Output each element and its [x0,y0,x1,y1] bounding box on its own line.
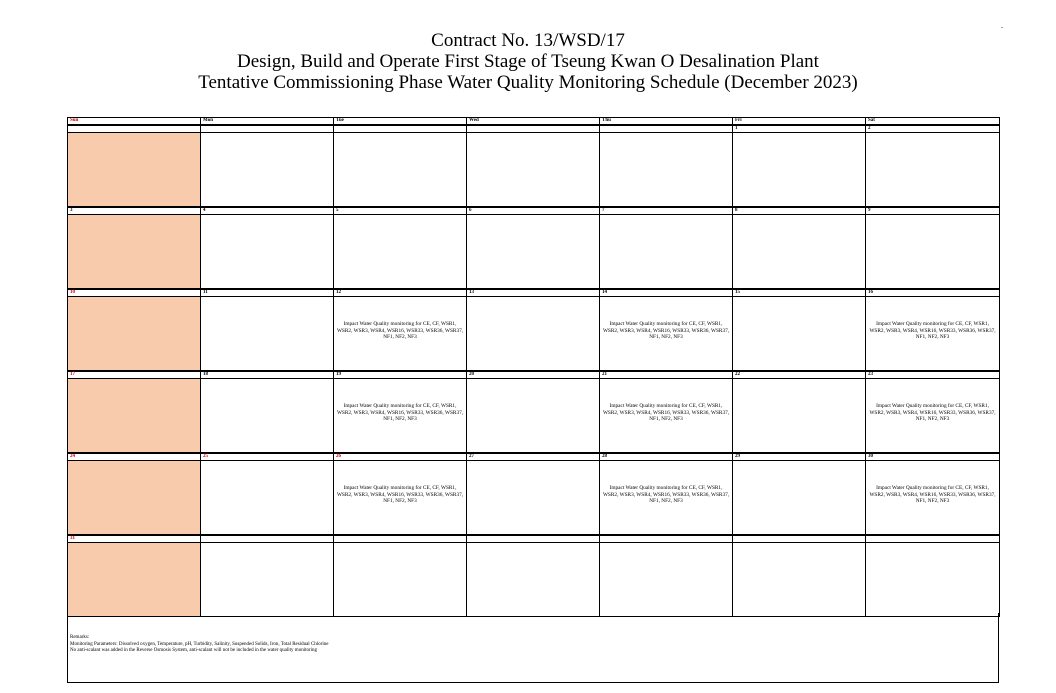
date-cell: 21 [600,371,733,379]
date-cell: 3 [68,207,201,215]
remarks-anti-scalant-note: No anti-scalant was added in the Reverse Osmosis System, anti-scalant will not be included in the water quality monitoring [70,648,318,653]
day-cell [201,461,334,536]
day-cell-sunday [68,133,201,208]
date-cell [201,535,334,543]
week-4-body-row [68,379,1000,454]
date-cell: 8 [733,207,866,215]
day-cell [467,133,600,208]
day-cell [334,215,467,290]
day-cell [201,543,334,617]
date-cell: 27 [467,453,600,461]
day-cell [733,543,866,617]
date-cell: 4 [201,207,334,215]
date-cell: 9 [866,207,1000,215]
day-cell-sunday [68,215,201,290]
day-cell [201,215,334,290]
day-cell [467,461,600,536]
title-project-name: Design, Build and Operate First Stage of Tseung Kwan O Desalination Plant [237,51,819,72]
remarks-heading: Remarks: [70,635,90,640]
day-cell [600,461,733,536]
date-cell: 16 [866,289,1000,297]
day-cell [467,379,600,454]
day-cell [866,461,1000,536]
week-4-date-row [68,371,1000,379]
day-cell [733,461,866,536]
day-cell [866,543,1000,617]
date-cell: 29 [733,453,866,461]
date-cell [334,535,467,543]
day-cell [600,379,733,454]
weekday-header-sat: Sat [866,118,1000,126]
monitoring-entry: Impact Water Quality monitoring for CE, CF, WSR1, WSR2, WSR3, WSR4, WSR16, WSR33, WSR36, WSR37, NF1, NF2, NF3 [602,485,730,504]
date-cell: 14 [600,289,733,297]
day-cell [866,379,1000,454]
monitoring-entry: Impact Water Quality monitoring for CE, CF, WSR1, WSR2, WSR3, WSR4, WSR16, WSR33, WSR36, WSR37, NF1, NF2, NF3 [869,403,996,422]
date-cell: 11 [201,289,334,297]
day-cell-sunday [68,543,201,617]
day-cell [600,297,733,372]
week-1-body-row [68,133,1000,208]
day-cell-sunday [68,379,201,454]
day-cell [201,297,334,372]
day-cell [467,543,600,617]
monitoring-entry: Impact Water Quality monitoring for CE, CF, WSR1, WSR2, WSR3, WSR4, WSR16, WSR33, WSR36, WSR37, NF1, NF2, NF3 [869,485,996,504]
monitoring-entry: Impact Water Quality monitoring for CE, CF, WSR1, WSR2, WSR3, WSR4, WSR16, WSR33, WSR36, WSR37, NF1, NF2, NF3 [602,321,730,340]
monitoring-entry: Impact Water Quality monitoring for CE, CF, WSR1, WSR2, WSR3, WSR4, WSR16, WSR33, WSR36, WSR37, NF1, NF2, NF3 [336,485,464,504]
remarks-box [67,613,999,683]
day-cell [334,379,467,454]
monitoring-entry: Impact Water Quality monitoring for CE, CF, WSR1, WSR2, WSR3, WSR4, WSR16, WSR33, WSR36, WSR37, NF1, NF2, NF3 [336,321,464,340]
date-cell [201,125,334,133]
document-title [0,30,1056,93]
week-3-body-row [68,297,1000,372]
date-cell: 31 [68,535,201,543]
day-cell [600,543,733,617]
day-cell [334,461,467,536]
date-cell: 28 [600,453,733,461]
day-cell [201,379,334,454]
day-cell [334,133,467,208]
day-cell [334,297,467,372]
week-2-date-row [68,207,1000,215]
day-cell [600,215,733,290]
weekday-header-mon: Mon [201,118,334,126]
day-cell [334,543,467,617]
week-5-body-row [68,461,1000,536]
date-cell: 12 [334,289,467,297]
date-cell: 2 [866,125,1000,133]
date-cell [600,535,733,543]
week-2-body-row [68,215,1000,290]
date-cell: 15 [733,289,866,297]
date-cell: 24 [68,453,201,461]
date-cell: 13 [467,289,600,297]
day-cell [467,297,600,372]
weekday-header-sun: Sun [68,118,201,126]
date-cell: 19 [334,371,467,379]
title-contract-number: Contract No. 13/WSD/17 [431,30,625,51]
date-cell: 17 [68,371,201,379]
date-cell: 22 [733,371,866,379]
weekday-header-fri: Fri [733,118,866,126]
date-cell: 18 [201,371,334,379]
date-cell [467,535,600,543]
date-cell [467,125,600,133]
day-cell [733,133,866,208]
day-cell-sunday [68,297,201,372]
monitoring-calendar [67,117,1000,617]
date-cell: 6 [467,207,600,215]
weekday-header-wed: Wed [467,118,600,126]
title-schedule-name: Tentative Commissioning Phase Water Quality Monitoring Schedule (December 2023) [198,72,858,93]
week-1-date-row [68,125,1000,133]
page-corner-mark: . [1001,21,1003,30]
date-cell: 5 [334,207,467,215]
day-cell-sunday [68,461,201,536]
date-cell [600,125,733,133]
date-cell: 30 [866,453,1000,461]
monitoring-entry: Impact Water Quality monitoring for CE, CF, WSR1, WSR2, WSR3, WSR4, WSR16, WSR33, WSR36, WSR37, NF1, NF2, NF3 [869,321,996,340]
day-cell [201,133,334,208]
date-cell-holiday: 26 [334,453,467,461]
day-cell [733,297,866,372]
weekday-header-tue: Tue [334,118,467,126]
remarks-text [70,635,328,655]
date-cell [68,125,201,133]
date-cell: 1 [733,125,866,133]
day-cell [866,133,1000,208]
week-6-date-row [68,535,1000,543]
week-6-body-row [68,543,1000,617]
date-cell: 23 [866,371,1000,379]
day-cell [600,133,733,208]
week-3-date-row [68,289,1000,297]
date-cell: 10 [68,289,201,297]
remarks-monitoring-parameters: Monitoring Parameters: Dissolved oxygen, Temperature, pH, Turbidity, Salinity, Suspended Solids, Iron, Total Residual Chlorine [70,641,329,647]
monitoring-entry: Impact Water Quality monitoring for CE, CF, WSR1, WSR2, WSR3, WSR4, WSR16, WSR33, WSR36, WSR37, NF1, NF2, NF3 [336,403,464,422]
date-cell [334,125,467,133]
day-cell [467,215,600,290]
day-cell [866,215,1000,290]
day-cell [866,297,1000,372]
date-cell: 20 [467,371,600,379]
date-cell [733,535,866,543]
weekday-header-thu: Thu [600,118,733,126]
day-cell [733,215,866,290]
date-cell: 7 [600,207,733,215]
date-cell [866,535,1000,543]
date-cell-holiday: 25 [201,453,334,461]
weekday-header-row [68,118,1000,126]
week-5-date-row [68,453,1000,461]
day-cell [733,379,866,454]
monitoring-entry: Impact Water Quality monitoring for CE, CF, WSR1, WSR2, WSR3, WSR4, WSR16, WSR33, WSR36, WSR37, NF1, NF2, NF3 [602,403,730,422]
